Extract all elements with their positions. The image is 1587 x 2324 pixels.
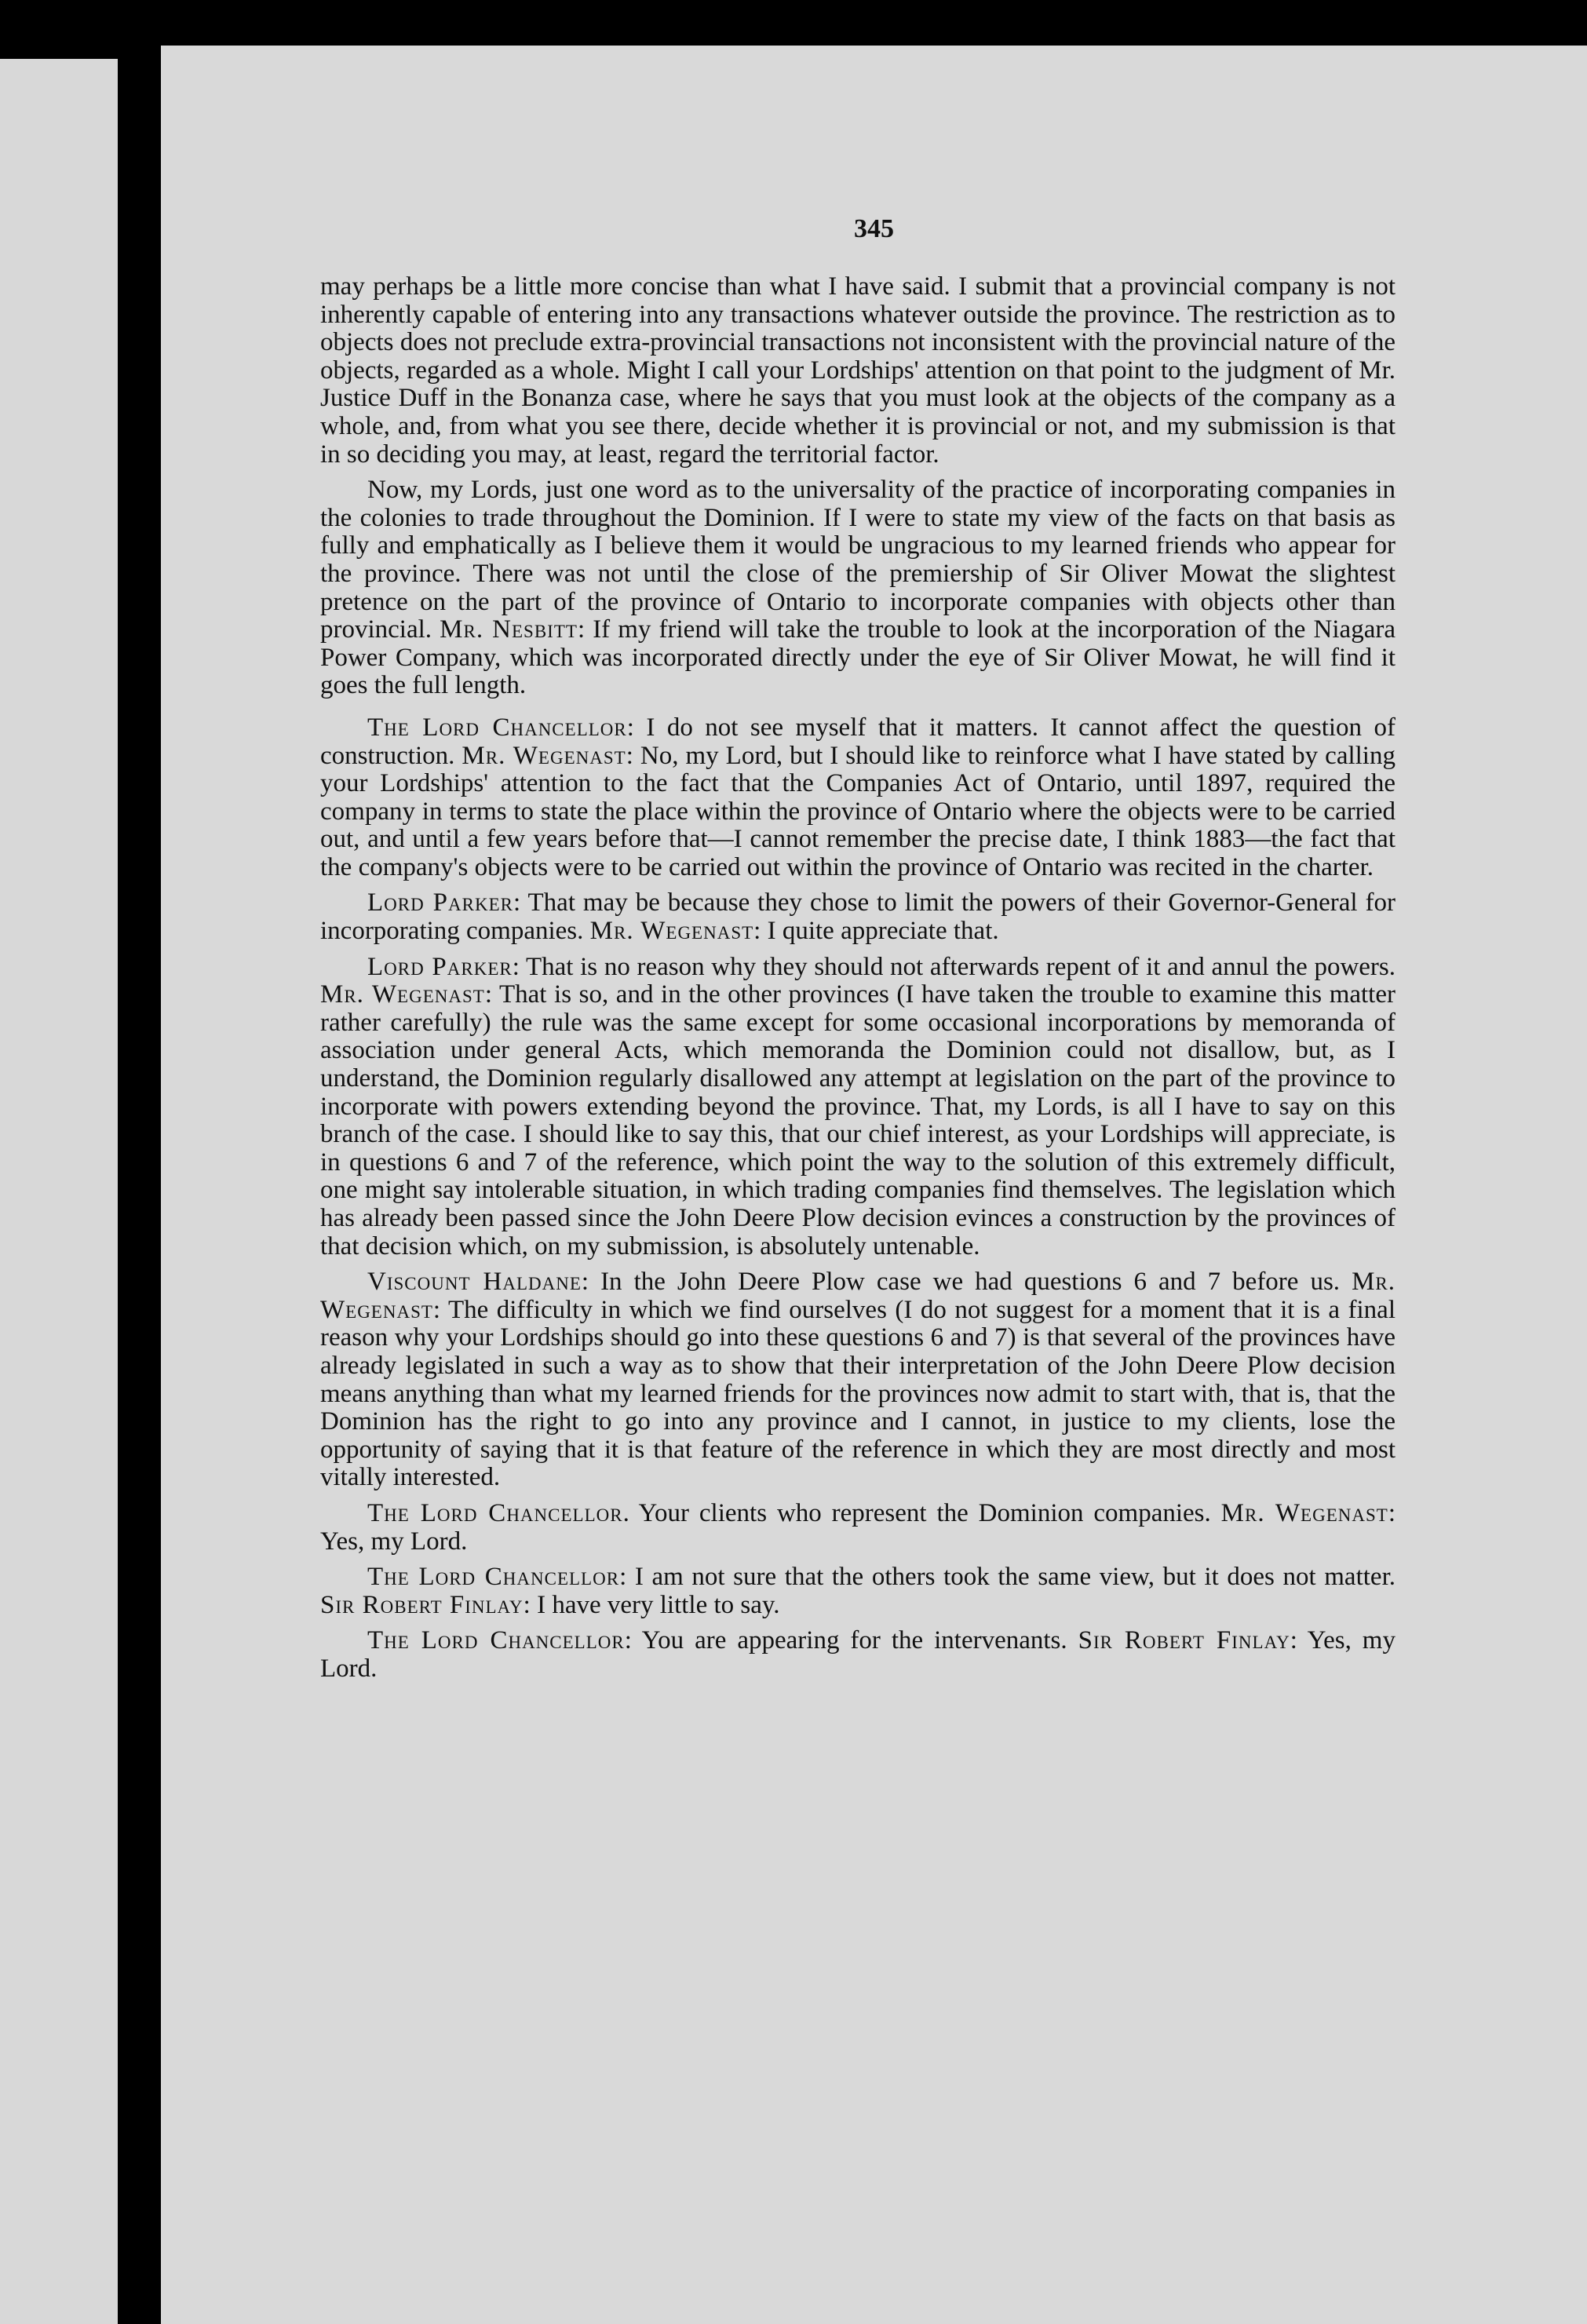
adjacent-page-edge: [0, 59, 118, 2324]
speaker-name: Mr. Nesbitt: [440, 615, 578, 644]
paragraph: [320, 714, 1395, 882]
paragraph-text: : That may be because they chose to limit the powers of their Governor-General for incorporating companies.: [320, 888, 1395, 946]
speaker-name: Mr. Wegenast: [320, 980, 485, 1009]
page-number: 345: [854, 214, 894, 243]
speaker-name: Mr. Wegenast: [1220, 1498, 1388, 1527]
paragraph-text: : That is no reason why they should not afterwards repent of it and annul the powers.: [512, 952, 1396, 981]
paragraph: [320, 1627, 1395, 1683]
speaker-name: The Lord Chancellor: [367, 713, 627, 742]
paragraph: [320, 1500, 1395, 1556]
paragraph-text: : In the John Deere Plow case we had questions 6 and 7 before us.: [581, 1268, 1352, 1297]
paragraph: [320, 1563, 1395, 1619]
paragraph-text: may perhaps be a little more concise than what I have said. I submit that a provincial company is not inherently capable of entering into any transactions whatever outside the province. The restriction as to objects does not preclude extra-provincial transactions not inconsistent with the provincial nature of the objects, regarded as a whole. Might I call your Lordships' attention on that point to the judgment of Mr. Justice Duff in the Bonanza case, where he says that you must look at the objects of the company as a whole, and, from what you see there, decide whether it is provincial or not, and my submission is that in so deciding you may, at least, regard the territorial factor.: [320, 272, 1395, 469]
speaker-name: Lord Parker: [367, 952, 513, 981]
paragraph-text: : I do not see myself that it matters. It cannot affect the question of construction.: [320, 713, 1395, 770]
paragraph-text: : No, my Lord, but I should like to reinforce what I have stated by calling your Lordships' attention to the fact that the Companies Act of Ontario, until 1897, required the company in terms to state the place within the province of Ontario where the objects were to be carried out, and until a few years before that—I cannot remember the precise date, I think 1883—the fact that the company's objects were to be carried out within the province of Ontario was recited in the charter.: [320, 741, 1395, 881]
paragraph: [320, 476, 1395, 700]
paragraph-text: : The difficulty in which we find ourselves (I do not suggest for a moment that it is a final reason why your Lordships should go into these questions 6 and 7) is that several of the provinces have already legislated in such a way as to show that their interpretation of the John Deere Plow decision means anything than what my learned friends for the provinces now admit to start with, that is, that the Dominion has the right to go into any province and I cannot, in justice to my clients, lose the opportunity of saying that it is that feature of the reference in which they are most directly and most vitally interested.: [320, 1295, 1395, 1492]
speaker-name: The Lord Chancellor: [367, 1498, 623, 1527]
speaker-name: Mr. Wegenast: [589, 917, 754, 946]
speaker-name: The Lord Chancellor: [367, 1626, 625, 1655]
paragraph-text: : Yes, my Lord.: [320, 1626, 1395, 1683]
speaker-name: Sir Robert Finlay: [320, 1590, 524, 1619]
paragraph: [320, 889, 1395, 945]
paragraph-text: : You are appearing for the intervenants.: [624, 1626, 1078, 1655]
paragraph-text: . Your clients who represent the Dominion companies.: [622, 1498, 1221, 1527]
body-text: [320, 273, 1395, 1691]
paragraph-text: : If my friend will take the trouble to look at the incorporation of the Niagara Power Company, which was incorporated directly under the eye of Sir Oliver Mowat, he will find it goes the full length.: [320, 615, 1395, 700]
document-page: [161, 46, 1587, 2324]
paragraph-text: : Yes, my Lord.: [320, 1498, 1395, 1556]
paragraph: [320, 954, 1395, 1261]
paragraph-text: : I quite appreciate that.: [753, 917, 999, 946]
speaker-name: Sir Robert Finlay: [1078, 1626, 1290, 1655]
paragraph-text: Now, my Lords, just one word as to the universality of the practice of incorporating companies in the colonies to trade throughout the Dominion. If I were to state my view of the facts on that basis as fully and emphatically as I believe them it would be ungracious to my learned friends who appear for the province. There was not until the close of the premiership of Sir Oliver Mowat the slightest pretence on the part of the province of Ontario to incorporate companies with objects other than provincial.: [320, 476, 1395, 644]
paragraph-text: : That is so, and in the other provinces (I have taken the trouble to examine this matter rather carefully) the rule was the same except for some occasional incorporations by memoranda of association under general Acts, which memoranda the Dominion could not disallow, but, as I understand, the Dominion regularly disallowed any attempt at legislation on the part of the province to incorporate with powers extending beyond the province. That, my Lords, is all I have to say on this branch of the case. I should like to say this, that our chief interest, as your Lordships will appreciate, is in questions 6 and 7 of the reference, which point the way to the solution of this extremely difficult, one might say intolerable situation, in which trading companies find themselves. The legislation which has already been passed since the John Deere Plow decision evinces a construction by the provinces of that decision which, on my submission, is absolutely untenable.: [320, 980, 1395, 1261]
paragraph: [320, 1268, 1395, 1492]
speaker-name: Mr. Wegenast: [462, 741, 626, 770]
speaker-name: Viscount Haldane: [367, 1268, 582, 1297]
speaker-name: The Lord Chancellor: [367, 1563, 620, 1592]
speaker-name: Lord Parker: [367, 888, 513, 918]
paragraph: [320, 273, 1395, 469]
speaker-name: Mr. Wegenast: [320, 1268, 1395, 1324]
paragraph-text: : I am not sure that the others took the same view, but it does not matter.: [619, 1563, 1395, 1592]
paragraph-text: : I have very little to say.: [523, 1590, 780, 1619]
